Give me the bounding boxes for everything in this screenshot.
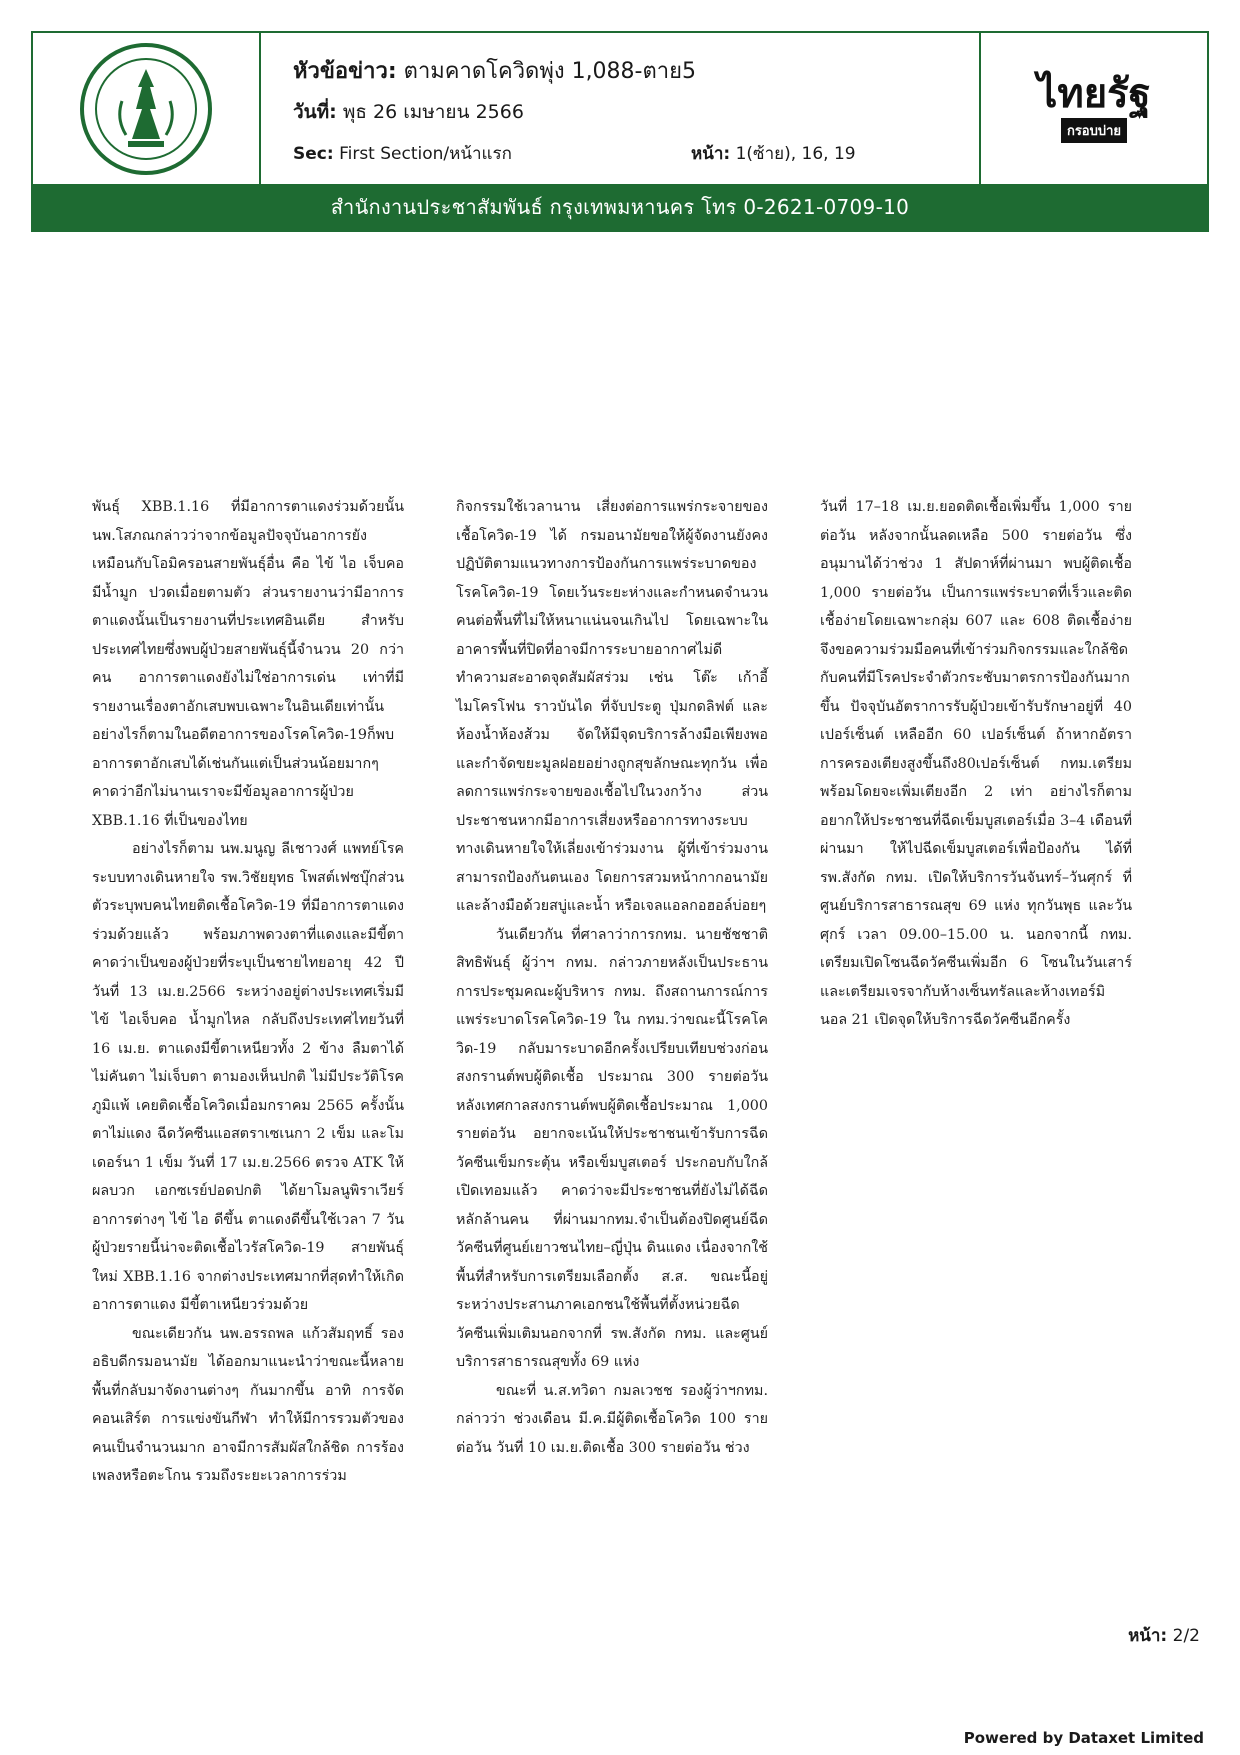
headline-label: หัวข้อข่าว:	[293, 59, 397, 84]
paragraph: พันธุ์ XBB.1.16 ที่มีอาการตาแดงร่วมด้วยนั้น นพ.โสภณกล่าวว่าจากข้อมูลปัจจุบันอาการยังเหมือนกับโอมิครอนสายพันธุ์อื่น คือ ไข้ ไอ เจ็บคอ มีน้ำมูก ปวดเมื่อยตามตัว ส่วนรายงานว่ามีอาการตาแดงนั้นเป็นรายงานที่ประเทศอินเดีย สำหรับประเทศไทยซึ่งพบผู้ป่วยสายพันธุ์นี้จำนวน 20 กว่าคน อาการตาแดงยังไม่ใช่อาการเด่น เท่าที่มีรายงานเรื่องตาอักเสบพบเฉพาะในอินเดียเท่านั้น อย่างไรก็ตามในอดีตอาการของโรคโควิด-19ก็พบอาการตาอักเสบได้เช่นกันแต่เป็นส่วนน้อยมากๆคาดว่าอีกไม่นานเราจะมีข้อมูลอาการผู้ป่วย XBB.1.16 ที่เป็นของไทย	[92, 499, 404, 829]
paragraph: วันเดียวกัน ที่ศาลาว่าการกทม. นายชัชชาติ สิทธิพันธุ์ ผู้ว่าฯ กทม. กล่าวภายหลังเป็นประธานการประชุมคณะผู้บริหาร กทม. ถึงสถานการณ์การแพร่ระบาดโรคโควิด-19 ใน กทม.ว่าขณะนี้โรคโควิด-19 กลับมาระบาดอีกครั้งเปรียบเทียบช่วงก่อนสงกรานต์พบผู้ติดเชื้อ ประมาณ 300 รายต่อวัน หลังเทศกาลสงกรานต์พบผู้ติดเชื้อประมาณ 1,000 รายต่อวัน อยากจะเน้นให้ประชาชนเข้ารับการฉีดวัคซีนเข็มกระตุ้น หรือเข็มบูสเตอร์ ประกอบกับใกล้เปิดเทอมแล้ว คาดว่าจะมีประชาชนที่ยังไม่ได้ฉีดหลักล้านคน ที่ผ่านมากทม.จำเป็นต้องปิดศูนย์ฉีดวัคซีนที่ศูนย์เยาวชนไทย–ญี่ปุ่น ดินแดง เนื่องจากใช้พื้นที่สำหรับการเตรียมเลือกตั้ง ส.ส. ขณะนี้อยู่ระหว่างประสานภาคเอกชนใช้พื้นที่ตั้งหน่วยฉีดวัคซีนเพิ่มเติมนอกจากที่ รพ.สังกัด กทม. และศูนย์บริการสาธารณสุขทั้ง 69 แห่ง	[456, 926, 768, 1370]
contact-bar: สำนักงานประชาสัมพันธ์ กรุงเทพมหานคร โทร 0-2621-0709-10	[33, 184, 1207, 230]
header-box	[31, 31, 1209, 232]
bangkok-seal-icon	[76, 39, 216, 179]
logo-cell	[33, 33, 261, 184]
paragraph: วันที่ 17–18 เม.ย.ยอดติดเชื้อเพิ่มขึ้น 1,000 รายต่อวัน หลังจากนั้นลดเหลือ 500 รายต่อวัน ซึ่งอนุมานได้ว่าช่วง 1 สัปดาห์ที่ผ่านมา พบผู้ติดเชื้อ 1,000 รายต่อวัน เป็นการแพร่ระบาดที่เร็วและติดเชื้อง่ายโดยเฉพาะกลุ่ม 607 และ 608 ติดเชื้อง่าย จึงขอความร่วมมือคนที่เข้าร่วมกิจกรรมและใกล้ชิดกับคนที่มีโรคประจำตัวกระชับมาตรการป้องกันมากขึ้น ปัจจุบันอัตราการรับผู้ป่วยเข้ารับรักษาอยู่ที่ 40 เปอร์เซ็นต์ เหลืออีก 60 เปอร์เซ็นต์ ถ้าหากอัตราการครองเตียงสูงขึ้นถึง80เปอร์เซ็นต์ กทม.เตรียมพร้อมโดยจะเพิ่มเตียงอีก 2 เท่า อย่างไรก็ตาม อยากให้ประชาชนที่ฉีดเข็มบูสเตอร์เมื่อ 3–4 เดือนที่ผ่านมา ให้ไปฉีดเข็มบูสเตอร์เพื่อป้องกัน ได้ที่ รพ.สังกัด กทม. เปิดให้บริการวันจันทร์–วันศุกร์ ที่ศูนย์บริการสาธารณสุข 69 แห่ง ทุกวันพุธ และวันศุกร์ เวลา 09.00–15.00 น. นอกจากนี้ กทม. เตรียมเปิดโซนฉีดวัคซีนเพิ่มอีก 6 โซนในวันเสาร์ และเตรียมเจรจากับห้างเซ็นทรัลและห้างเทอร์มินอล 21 เปิดจุดให้บริการฉีดวัคซีนอีกครั้ง	[820, 499, 1132, 1028]
page-number	[1128, 1622, 1200, 1649]
headline: ตามคาดโควิดพุ่ง 1,088-ตาย5	[403, 59, 697, 84]
brand-name: ไทยรัฐ	[1037, 71, 1151, 117]
page-number-value: 2/2	[1172, 1626, 1200, 1646]
page-row	[691, 140, 856, 167]
page-number-label: หน้า:	[1128, 1626, 1168, 1646]
date-label: วันที่:	[293, 101, 337, 123]
brand-sub: กรอบบ่าย	[1061, 118, 1127, 143]
article-column-2	[456, 493, 768, 1462]
section-label: Sec:	[293, 144, 334, 164]
article-column-3	[820, 493, 1132, 1035]
date-row	[293, 97, 524, 127]
page-label: หน้า:	[691, 144, 731, 164]
info-cell	[261, 33, 981, 184]
section: First Section/หน้าแรก	[339, 144, 512, 164]
paragraph: อย่างไรก็ตาม นพ.มนูญ ลีเชาวงศ์ แพทย์โรคระบบทางเดินหายใจ รพ.วิชัยยุทธ โพสต์เฟซบุ๊กส่วนตัวระบุพบคนไทยติดเชื้อโควิด-19 ที่มีอาการตาแดงร่วมด้วยแล้ว พร้อมภาพดวงตาที่แดงและมีขี้ตา คาดว่าเป็นของผู้ป่วยที่ระบุเป็นชายไทยอายุ 42 ปี วันที่ 13 เม.ย.2566 ระหว่างอยู่ต่างประเทศเริ่มมีไข้ ไอเจ็บคอ น้ำมูกไหล กลับถึงประเทศไทยวันที่ 16 เม.ย. ตาแดงมีขี้ตาเหนียวทั้ง 2 ข้าง ลืมตาได้ ไม่คันตา ไม่เจ็บตา ตามองเห็นปกติ ไม่มีประวัติโรคภูมิแพ้ เคยติดเชื้อโควิดเมื่อมกราคม 2565 ครั้งนั้นตาไม่แดง ฉีดวัคซีนแอสตราเซเนกา 2 เข็ม และโมเดอร์นา 1 เข็ม วันที่ 17 เม.ย.2566 ตรวจ ATK ให้ผลบวก เอกซเรย์ปอดปกติ ได้ยาโมลนูพิราเวียร์ อาการต่างๆ ไข้ ไอ ดีขึ้น ตาแดงดีขึ้นใช้เวลา 7 วัน ผู้ป่วยรายนี้น่าจะติดเชื้อไวรัสโควิด-19 สายพันธุ์ใหม่ XBB.1.16 จากต่างประเทศมากที่สุดทำให้เกิดอาการตาแดง มีขี้ตาเหนียวร่วมด้วย	[92, 841, 404, 1313]
paragraph: ขณะเดียวกัน นพ.อรรถพล แก้วสัมฤทธิ์ รองอธิบดีกรมอนามัย ได้ออกมาแนะนำว่าขณะนี้หลายพื้นที่กลับมาจัดงานต่างๆ กันมากขึ้น อาทิ การจัดคอนเสิร์ต การแข่งขันกีฬา ทำให้มีการรวมตัวของคนเป็นจำนวนมาก อาจมีการสัมผัสใกล้ชิด การร้องเพลงหรือตะโกน รวมถึงระยะเวลาการร่วม	[92, 1325, 404, 1484]
paragraph: กิจกรรมใช้เวลานาน เสี่ยงต่อการแพร่กระจายของเชื้อโควิด-19 ได้ กรมอนามัยขอให้ผู้จัดงานยังคงปฏิบัติตามแนวทางการป้องกันการแพร่ระบาดของโรคโควิด-19 โดยเว้นระยะห่างและกำหนดจำนวนคนต่อพื้นที่ไม่ให้หนาแน่นจนเกินไป โดยเฉพาะในอาคารพื้นที่ปิดที่อาจมีการระบายอากาศไม่ดี ทำความสะอาดจุดสัมผัสร่วม เช่น โต๊ะ เก้าอี้ ไมโครโฟน ราวบันได ที่จับประตู ปุ่มกดลิฟต์ และห้องน้ำห้องส้วม จัดให้มีจุดบริการล้างมือเพียงพอ และกำจัดขยะมูลฝอยอย่างถูกสุขลักษณะทุกวัน เพื่อลดการแพร่กระจายของเชื้อไปในวงกว้าง ส่วนประชาชนหากมีอาการเสี่ยงหรืออาการทางระบบทางเดินหายใจให้เลี่ยงเข้าร่วมงาน ผู้ที่เข้าร่วมงานสามารถป้องกันตนเอง โดยการสวมหน้ากากอนามัย และล้างมือด้วยสบู่และน้ำ หรือเจลแอลกอฮอล์บ่อยๆ	[456, 499, 768, 914]
brand-cell	[981, 33, 1207, 184]
article-body	[92, 493, 1154, 1484]
paragraph: ขณะที่ น.ส.ทวิดา กมลเวชช รองผู้ว่าฯกทม. กล่าวว่า ช่วงเดือน มี.ค.มีผู้ติดเชื้อโควิด 100 รายต่อวัน วันที่ 10 เม.ย.ติดเชื้อ 300 รายต่อวัน ช่วง	[456, 1382, 768, 1456]
section-row	[293, 140, 512, 167]
powered-by: Powered by Dataxet Limited	[963, 1729, 1204, 1747]
article-column-1	[92, 493, 404, 1491]
page-ref: 1(ซ้าย), 16, 19	[735, 144, 856, 164]
date: พุธ 26 เมษายน 2566	[342, 101, 524, 123]
headline-row	[293, 53, 696, 88]
